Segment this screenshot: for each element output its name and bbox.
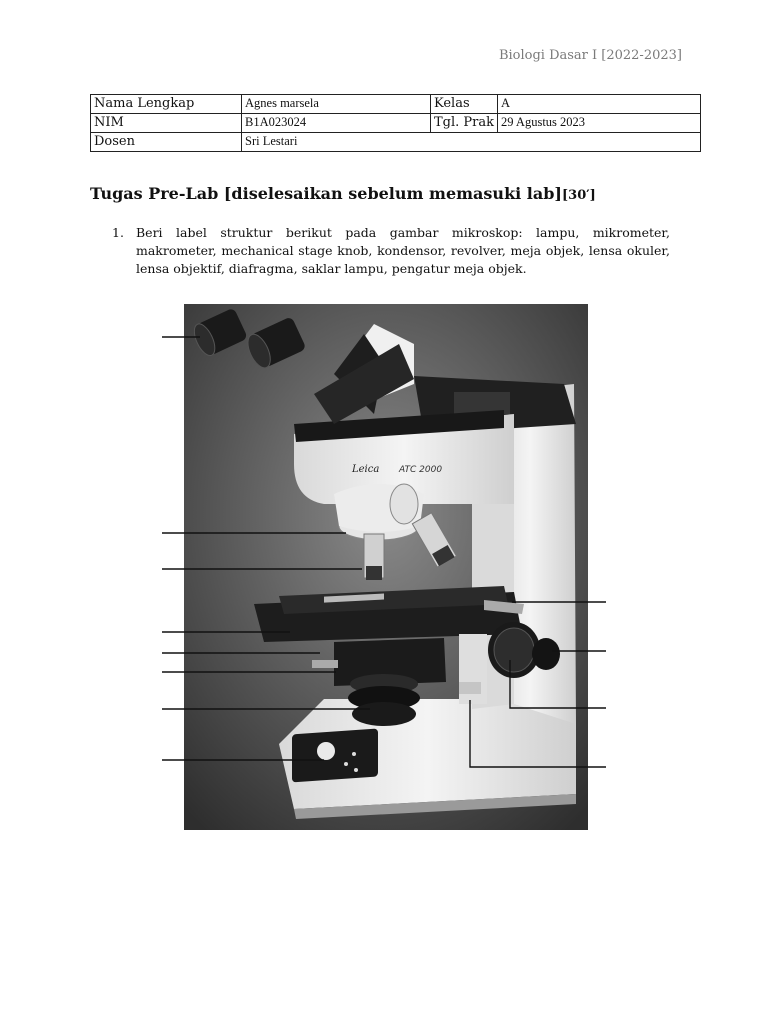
model-text: ATC 2000: [399, 465, 443, 475]
task-title-suffix: [30′]: [562, 188, 596, 203]
brand-text: Leica: [352, 464, 380, 475]
task-title-text: Tugas Pre-Lab [diselesaikan sebelum memasuki lab]: [90, 184, 562, 203]
nim-value: B1A023024: [242, 114, 431, 133]
question-text: Beri label struktur berikut pada gambar mikroskop: lampu, mikrometer, makrometer, mechanical stage knob, kondensor, revolver, meja objek, lensa okuler, lensa objektif, diafragma, saklar lampu, pengatur meja objek.: [136, 225, 670, 276]
dosen-value: Sri Lestari: [242, 133, 701, 152]
course-header: Biologi Dasar I [2022-2023]: [498, 48, 682, 63]
tgl-value: 29 Agustus 2023: [498, 114, 701, 133]
nim-label: NIM: [91, 114, 242, 133]
nama-label: Nama Lengkap: [91, 95, 242, 114]
question-number: 1.: [112, 225, 124, 240]
student-info-table: [90, 94, 701, 152]
question-1: [112, 224, 670, 278]
nama-value: Agnes marsela: [242, 95, 431, 114]
microscope-image: [184, 304, 588, 830]
table-row: [91, 95, 701, 114]
table-row: [91, 133, 701, 152]
dosen-label: Dosen: [91, 133, 242, 152]
kelas-value: A: [498, 95, 701, 114]
kelas-label: Kelas: [431, 95, 498, 114]
task-title: [90, 184, 596, 203]
tgl-label: Tgl. Prak: [431, 114, 498, 133]
table-row: [91, 114, 701, 133]
